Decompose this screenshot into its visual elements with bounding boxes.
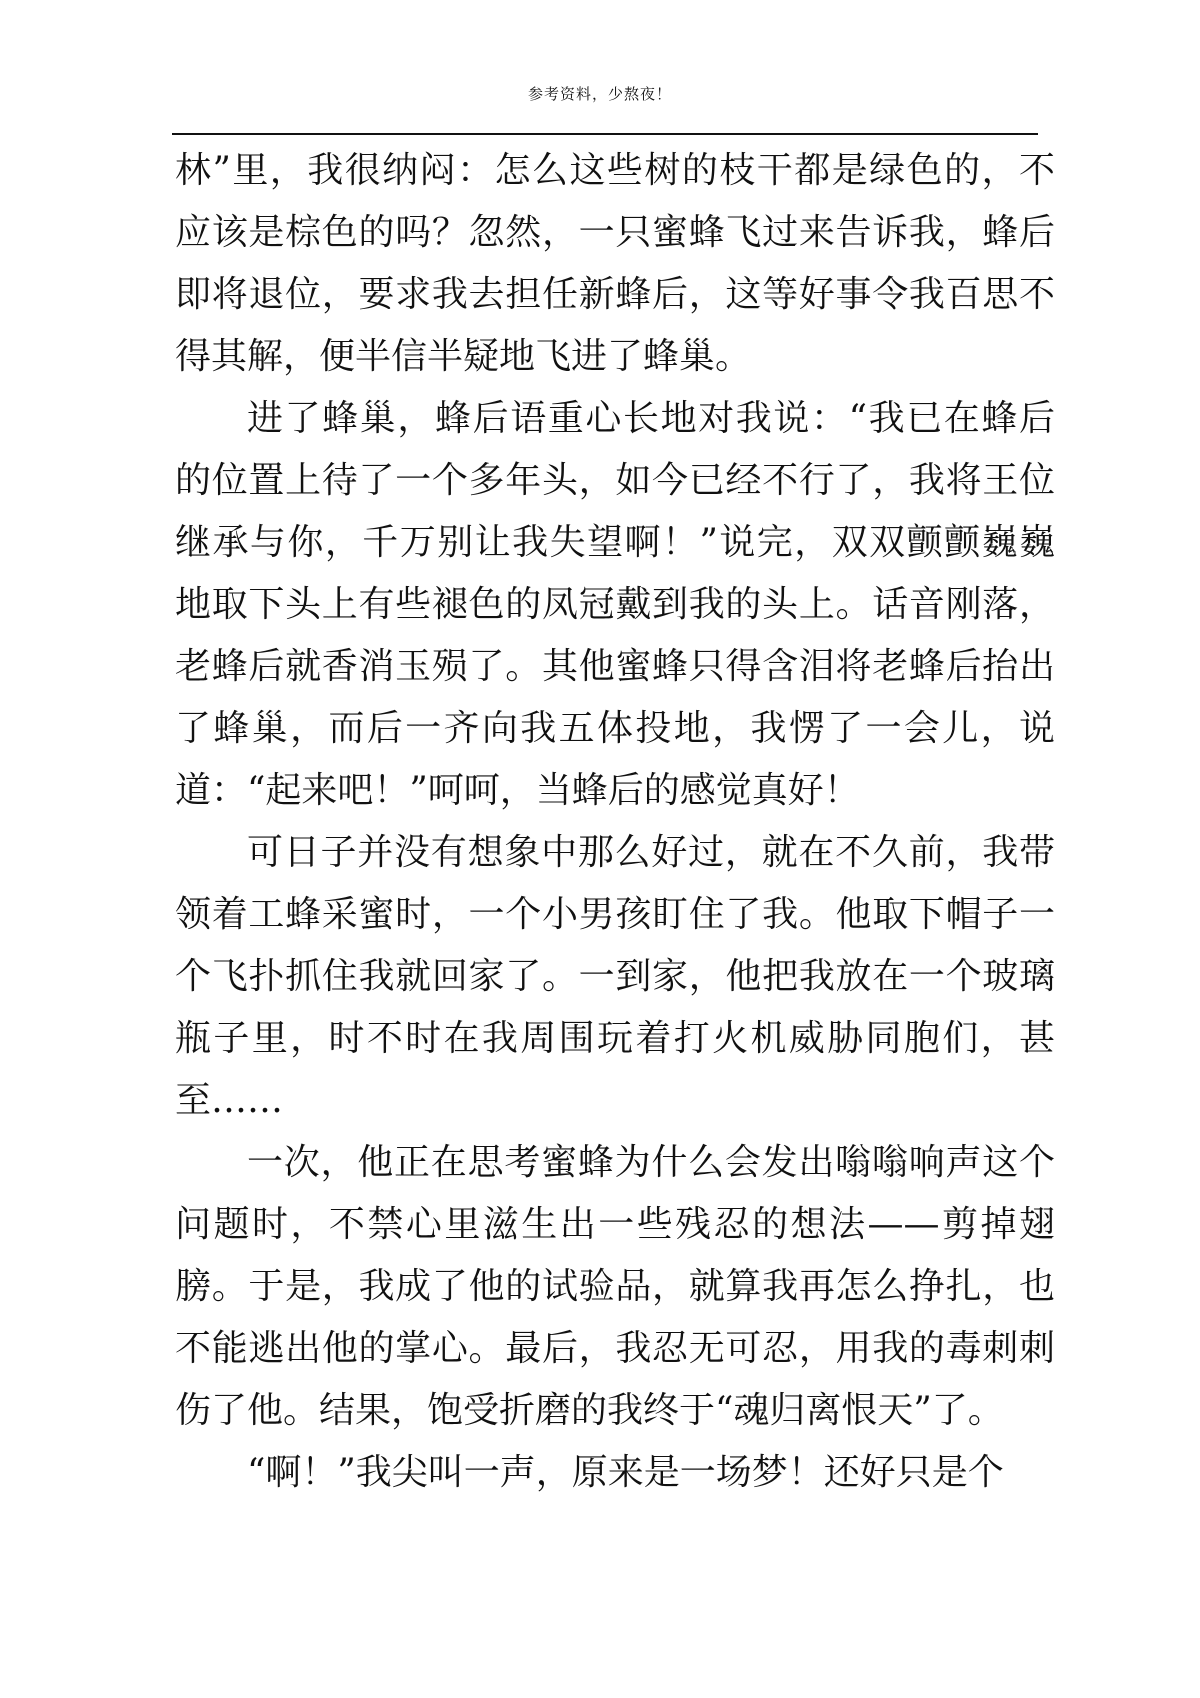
running-header: 参考资料，少熬夜！ <box>527 85 672 103</box>
paragraph-3: 可日子并没有想象中那么好过，就在不久前，我带领着工蜂采蜜时，一个小男孩盯住了我。他取下帽子一个飞扑抓住我就回家了。一到家，他把我放在一个玻璃瓶子里，时不时在我周围玩着打火机威胁同胞们，甚至…… <box>175 832 1055 1121</box>
header-rule <box>172 133 1038 135</box>
paragraph-2: 进了蜂巢，蜂后语重心长地对我说：“我已在蜂后的位置上待了一个多年头，如今已经不行了，我将王位继承与你，千万别让我失望啊！”说完，双双颤颤巍巍地取下头上有些褪色的凤冠戴到我的头上。话音刚落，老蜂后就香消玉殒了。其他蜜蜂只得含泪将老蜂后抬出了蜂巢，而后一齐向我五体投地，我愣了一会儿，说道：“起来吧！”呵呵，当蜂后的感觉真好！ <box>175 398 1055 811</box>
paragraph-4: 一次，他正在思考蜜蜂为什么会发出嗡嗡响声这个问题时，不禁心里滋生出一些残忍的想法——剪掉翅膀。于是，我成了他的试验品，就算我再怎么挣扎，也不能逃出他的掌心。最后，我忍无可忍，用我的毒刺刺伤了他。结果，饱受折磨的我终于“魂归离恨天”了。 <box>175 1142 1055 1431</box>
paragraph-1: 林”里，我很纳闷：怎么这些树的枝干都是绿色的，不应该是棕色的吗？忽然，一只蜜蜂飞过来告诉我，蜂后即将退位，要求我去担任新蜂后，这等好事令我百思不得其解，便半信半疑地飞进了蜂巢。 <box>175 150 1055 377</box>
body-text <box>175 140 1055 1504</box>
paragraph-5: “啊！”我尖叫一声，原来是一场梦！还好只是个 <box>247 1452 1004 1493</box>
